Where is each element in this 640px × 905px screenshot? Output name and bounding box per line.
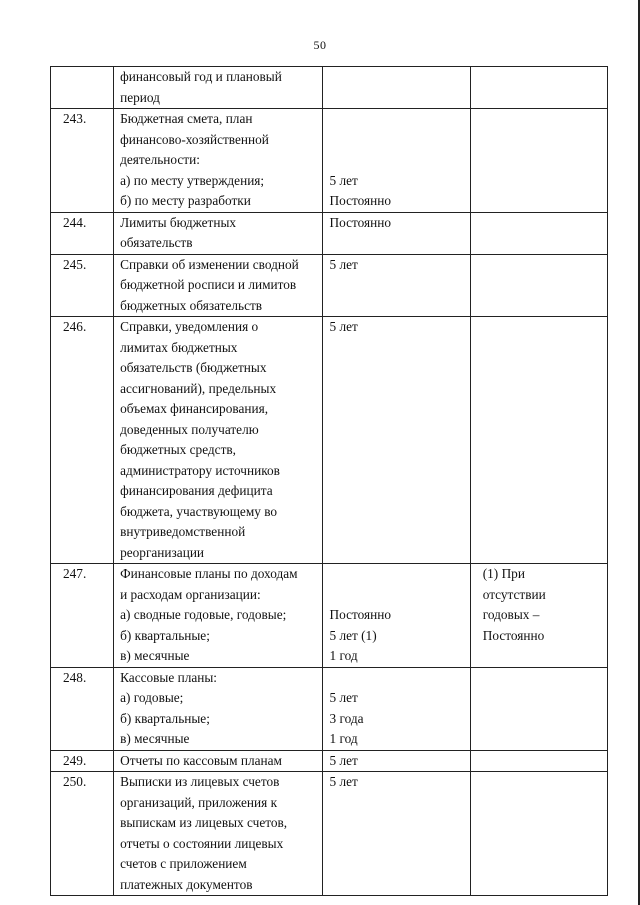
retention-term-line: 5 лет (1) (329, 627, 377, 643)
item-number (51, 254, 114, 317)
spacer (329, 150, 463, 171)
retention-term-cell (323, 212, 470, 254)
note-cell (470, 254, 607, 317)
document-type-cell (114, 212, 323, 254)
document-type-line: Выписки из лицевых счетов (120, 774, 280, 789)
document-type-line: платежных документов (120, 876, 253, 892)
retention-term-cell (323, 254, 470, 317)
document-type-line: счетов с приложением (120, 856, 247, 871)
item-number (51, 67, 114, 109)
document-type-line: реорганизации (120, 544, 205, 560)
retention-term-line: Постоянно (329, 193, 391, 208)
retention-term-cell (323, 67, 470, 109)
document-type-line: внутриведомственной (120, 524, 246, 539)
item-number-text: 249. (63, 752, 87, 768)
spacer (329, 109, 463, 130)
item-number-text: 244. (63, 214, 87, 230)
item-number-text: 246. (63, 319, 87, 334)
retention-term-line: 5 лет (329, 774, 358, 789)
note-line: отсутствии (482, 586, 546, 602)
document-type-cell (114, 564, 323, 668)
document-type-line: администратору источников (120, 462, 280, 478)
note-cell (470, 564, 607, 668)
note-cell (470, 67, 607, 109)
table-row (51, 109, 608, 213)
document-type-line: б) по месту разработки (120, 193, 251, 208)
document-type-line: финансовый год и плановый (120, 69, 282, 84)
document-type-line: Справки об изменении сводной (120, 256, 299, 272)
table-row (51, 564, 608, 668)
document-type-line: б) квартальные; (120, 627, 210, 643)
retention-term-cell (323, 109, 470, 213)
item-number (51, 772, 114, 896)
item-number (51, 564, 114, 668)
table-row (51, 67, 608, 109)
item-number-text: 243. (63, 111, 87, 126)
retention-term-cell (323, 772, 470, 896)
note-line: годовых – (482, 607, 540, 622)
note-cell (470, 212, 607, 254)
document-type-line: ассигнований), предельных (120, 380, 277, 396)
document-type-line: Кассовые планы: (120, 669, 217, 685)
document-type-line: бюджетной росписи и лимитов (120, 277, 297, 292)
document-type-line: в) месячные (120, 648, 190, 663)
document-type-line: организаций, приложения к (120, 794, 278, 810)
document-type-line: период (120, 89, 160, 105)
retention-term-cell (323, 667, 470, 750)
item-number (51, 317, 114, 564)
document-type-cell (114, 67, 323, 109)
retention-term-line: 5 лет (329, 690, 358, 705)
document-type-line: бюджетных средств, (120, 442, 237, 457)
document-type-line: Лимиты бюджетных (120, 214, 237, 230)
document-type-line: бюджетных обязательств (120, 297, 263, 313)
document-type-line: Бюджетная смета, план (120, 111, 253, 126)
spacer (329, 668, 463, 689)
retention-term-line: 1 год (329, 648, 358, 663)
note-cell (470, 667, 607, 750)
document-type-cell (114, 317, 323, 564)
item-number (51, 212, 114, 254)
document-type-line: в) месячные (120, 731, 190, 746)
spacer (329, 564, 463, 585)
item-number-text: 247. (63, 566, 87, 581)
document-type-line: бюджета, участвующему во (120, 503, 278, 519)
document-type-line: б) квартальные; (120, 710, 210, 726)
retention-term-line: 5 лет (329, 319, 358, 334)
document-type-line: Финансовые планы по доходам (120, 566, 298, 581)
document-type-cell (114, 109, 323, 213)
retention-term-line: 3 года (329, 710, 364, 726)
document-type-line: и расходам организации: (120, 586, 261, 602)
retention-term-cell (323, 564, 470, 668)
table-row (51, 667, 608, 750)
note-cell (470, 772, 607, 896)
document-type-line: лимитах бюджетных (120, 339, 238, 355)
document-type-line: отчеты о состоянии лицевых (120, 835, 284, 851)
document-type-line: финансово-хозяйственной (120, 131, 269, 147)
table-row (51, 254, 608, 317)
item-number-text: 250. (63, 774, 87, 789)
retention-term-line: 5 лет (329, 256, 358, 272)
table-row (51, 212, 608, 254)
spacer (329, 130, 463, 151)
table-row (51, 750, 608, 772)
document-type-line: обязательств (120, 235, 193, 250)
retention-term-line: Постоянно (329, 214, 391, 230)
retention-term-line: Постоянно (329, 607, 391, 622)
item-number-text: 248. (63, 669, 87, 685)
item-number (51, 667, 114, 750)
retention-term-line: 5 лет (329, 172, 358, 188)
document-type-line: а) сводные годовые, годовые; (120, 607, 287, 622)
item-number (51, 750, 114, 772)
document-type-line: Справки, уведомления о (120, 319, 259, 334)
document-type-cell (114, 750, 323, 772)
retention-table (50, 66, 608, 896)
document-type-line: Отчеты по кассовым планам (120, 752, 282, 768)
retention-term-cell (323, 750, 470, 772)
document-type-cell (114, 667, 323, 750)
retention-term-line: 1 год (329, 731, 358, 746)
table-row (51, 317, 608, 564)
document-type-line: а) по месту утверждения; (120, 172, 265, 188)
note-cell (470, 750, 607, 772)
note-cell (470, 109, 607, 213)
document-type-line: доведенных получателю (120, 421, 259, 437)
table-body (51, 67, 608, 896)
retention-term-cell (323, 317, 470, 564)
document-type-line: деятельности: (120, 152, 200, 167)
spacer (329, 585, 463, 606)
item-number (51, 109, 114, 213)
page-number: 50 (313, 38, 327, 52)
document-type-line: выпискам из лицевых счетов, (120, 815, 288, 830)
retention-term-line: 5 лет (329, 752, 358, 768)
table-row (51, 772, 608, 896)
document-type-cell (114, 772, 323, 896)
document-type-line: обязательств (бюджетных (120, 360, 267, 375)
note-line: (1) При (482, 566, 525, 581)
document-type-line: а) годовые; (120, 690, 184, 705)
document-type-cell (114, 254, 323, 317)
document-type-line: объемах финансирования, (120, 401, 269, 416)
note-line: Постоянно (482, 627, 545, 643)
item-number-text: 245. (63, 256, 87, 272)
note-cell (470, 317, 607, 564)
document-type-line: финансирования дефицита (120, 483, 273, 498)
